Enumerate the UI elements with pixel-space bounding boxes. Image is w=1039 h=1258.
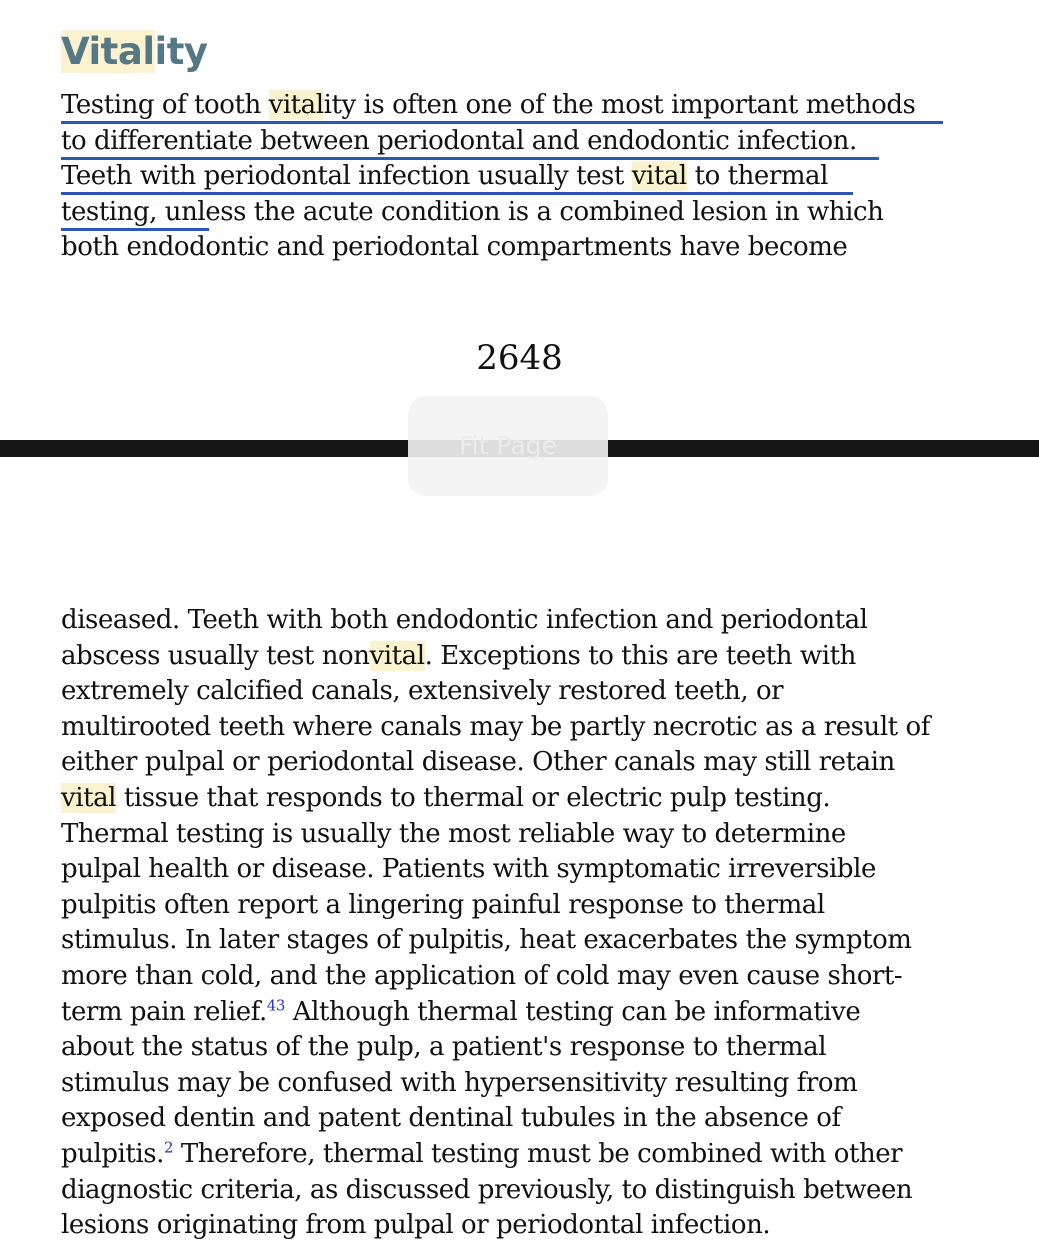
text-run: either pulpal or periodontal disease. Other canals may still retain bbox=[61, 747, 895, 778]
paragraph bbox=[61, 603, 930, 1244]
text-run: testing, unless the acute condition is a combined lesion in which bbox=[61, 196, 884, 227]
text-run: ity is often one of the most important methods bbox=[323, 90, 916, 120]
text-run: extremely calcified canals, extensively restored teeth, or bbox=[61, 676, 784, 707]
text-run: abscess usually test non bbox=[61, 640, 370, 671]
text-run: Thermal testing is usually the most reliable way to determine bbox=[61, 818, 846, 849]
text-line bbox=[61, 817, 930, 853]
text-line bbox=[61, 603, 930, 639]
text-line bbox=[61, 710, 930, 746]
text-run: stimulus may be confused with hypersensitivity resulting from bbox=[61, 1067, 858, 1098]
text-run: Although thermal testing can be informative bbox=[284, 996, 861, 1027]
text-run: . Exceptions to this are teeth with bbox=[424, 640, 856, 671]
search-highlight: vital bbox=[61, 782, 117, 813]
text-line bbox=[61, 923, 930, 959]
paragraph bbox=[61, 88, 915, 266]
text-run: pulpitis often report a lingering painful response to thermal bbox=[61, 889, 825, 920]
text-run: multirooted teeth where canals may be partly necrotic as a result of bbox=[61, 711, 930, 742]
text-line bbox=[61, 124, 915, 160]
text-line bbox=[61, 888, 930, 924]
text-run: Testing of tooth bbox=[61, 90, 269, 120]
text-run: Therefore, thermal testing must be combined with other bbox=[173, 1138, 903, 1169]
search-highlight: vital bbox=[631, 161, 687, 192]
top-page bbox=[0, 0, 1039, 440]
reference-link[interactable]: 43 bbox=[266, 995, 285, 1014]
text-line bbox=[61, 674, 930, 710]
text-line bbox=[61, 852, 930, 888]
search-highlight: vital bbox=[268, 90, 324, 120]
text-line bbox=[61, 1030, 930, 1066]
page-number: 2648 bbox=[476, 338, 563, 378]
text-run: term pain relief. bbox=[61, 996, 267, 1027]
text-run: exposed dentin and patent dentinal tubules in the absence of bbox=[61, 1103, 841, 1134]
text-line bbox=[61, 1101, 930, 1137]
text-line bbox=[61, 230, 915, 266]
text-run: Teeth with periodontal infection usually test bbox=[61, 161, 632, 192]
text-line bbox=[61, 1066, 930, 1102]
text-line bbox=[61, 781, 930, 817]
search-highlight: vital bbox=[369, 640, 425, 671]
text-line bbox=[61, 995, 930, 1031]
text-line bbox=[61, 1173, 930, 1209]
text-run: pulpal health or disease. Patients with symptomatic irreversible bbox=[61, 854, 876, 885]
text-run: pulpitis. bbox=[61, 1138, 164, 1169]
text-run: diseased. Teeth with both endodontic infection and periodontal bbox=[61, 605, 868, 635]
text-line bbox=[61, 195, 915, 231]
text-line bbox=[61, 745, 930, 781]
section-heading: Vitality bbox=[61, 30, 208, 73]
search-highlight: Vital bbox=[61, 30, 155, 73]
text-line bbox=[61, 639, 930, 675]
bottom-page bbox=[0, 457, 1039, 1258]
text-line bbox=[61, 88, 915, 124]
text-run: to thermal bbox=[686, 161, 828, 192]
fit-page-button[interactable]: Fit Page bbox=[408, 396, 608, 496]
text-run: lesions originating from pulpal or periodontal infection. bbox=[61, 1210, 771, 1241]
text-run: more than cold, and the application of cold may even cause short- bbox=[61, 960, 903, 991]
text-run: to differentiate between periodontal and endodontic infection. bbox=[61, 125, 857, 156]
text-run: both endodontic and periodontal compartments have become bbox=[61, 232, 848, 263]
text-line bbox=[61, 1208, 930, 1244]
text-run: diagnostic criteria, as discussed previously, to distinguish between bbox=[61, 1174, 913, 1205]
text-line bbox=[61, 1137, 930, 1173]
text-run: about the status of the pulp, a patient's response to thermal bbox=[61, 1032, 827, 1063]
text-run: stimulus. In later stages of pulpitis, heat exacerbates the symptom bbox=[61, 925, 912, 956]
text-line bbox=[61, 159, 915, 195]
reference-link[interactable]: 2 bbox=[163, 1138, 174, 1157]
text-line bbox=[61, 959, 930, 995]
text-run: tissue that responds to thermal or electric pulp testing. bbox=[116, 782, 831, 813]
